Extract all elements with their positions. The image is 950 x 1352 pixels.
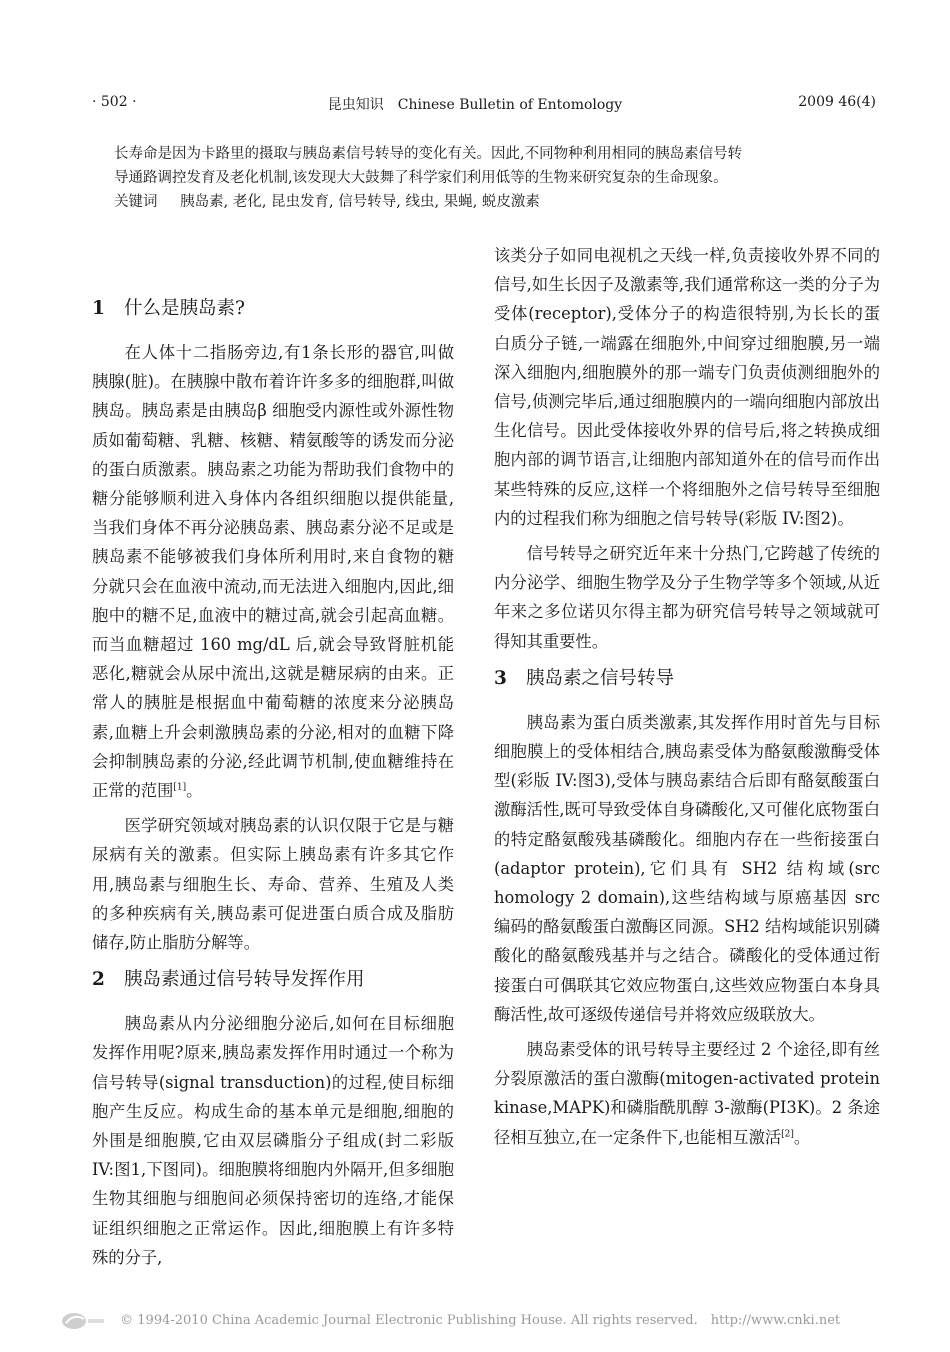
left-column xyxy=(92,286,454,1278)
keywords-line xyxy=(114,190,874,214)
section-title: 胰岛素之信号转导 xyxy=(526,667,675,689)
section-number: 2 xyxy=(92,969,105,991)
section-number: 3 xyxy=(494,667,507,689)
citation: [2] xyxy=(781,1129,794,1140)
copyright-text: © 1994-2010 China Academic Journal Electronic Publishing House. All rights reserved. http://www.cnki.net xyxy=(120,1313,841,1328)
keywords: 胰岛素, 老化, 昆虫发育, 信号转导, 线虫, 果蝇, 蜕皮激素 xyxy=(180,194,540,210)
abstract-line-2: 导通路调控发育及老化机制,该发现大大鼓舞了科学家们利用低等的生物来研究复杂的生命现象。 xyxy=(114,170,728,186)
right-column xyxy=(494,241,880,1158)
section-title: 胰岛素通过信号转导发挥作用 xyxy=(124,969,365,991)
keywords-label: 关键词 xyxy=(114,194,158,210)
section-1-heading xyxy=(92,294,454,324)
paragraph-continued: 该类分子如同电视机之天线一样,负责接收外界不同的信号,如生长因子及激素等,我们通常称这一类的分子为受体(receptor),受体分子的构造很特别,为长长的蛋白质分子链,一端露在细胞外,中间穿过细胞膜,另一端深入细胞内,细胞膜外的那一端专门负责侦测细胞外的信号,侦测完毕后,通过细胞膜内的一端向细胞内部放出生化信号。因此受体接收外界的信号后,将之转换成细胞内部的调节语言,让细胞内部知道外在的信号而作出某些特殊的反应,这样一个将细胞外之信号转导至细胞内的过程我们称为细胞之信号转导(彩版 IV:图2)。 xyxy=(494,246,880,528)
section-number: 1 xyxy=(92,298,105,319)
paragraph: 胰岛素为蛋白质类激素,其发挥作用时首先与目标细胞膜上的受体相结合,胰岛素受体为酪氨酸激酶受体型(彩版 IV:图3),受体与胰岛素结合后即有酪氨酸蛋白激酶活性,既可导致受体自身磷酸化,又可催化底物蛋白的特定酪氨酸残基磷酸化。细胞内存在一些衔接蛋白(adaptor protein),它们具有 SH2 结构域(src homology 2 domain),这些结构域与原癌基因 src 编码的酪氨酸蛋白激酶区同源。SH2 结构域能识别磷酸化的酪氨酸残基并与之结合。磷酸化的受体通过衔接蛋白可偶联其它效应物蛋白,这些效应物蛋白本身具酶活性,故可逐级传递信号并将效应级联放大。 xyxy=(494,712,880,1024)
copyright-footer xyxy=(60,1309,860,1331)
running-head: 昆虫知识 Chinese Bulletin of Entomology xyxy=(327,97,623,113)
cnki-logo-icon xyxy=(60,1311,106,1331)
paragraph: 信号转导之研究近年来十分热门,它跨越了传统的内分泌学、细胞生物学及分子生物学等多个领域,从近年来之多位诺贝尔得主都为研究信号转导之领域就可得知其重要性。 xyxy=(494,544,880,651)
section-title: 什么是胰岛素? xyxy=(124,298,245,319)
issue-info: 2009 46(4) xyxy=(798,94,876,110)
paragraph: 医学研究领域对胰岛素的认识仅限于它是与糖尿病有关的激素。但实际上胰岛素有许多其它作用,胰岛素与细胞生长、寿命、营养、生殖及人类的多种疾病有关,胰岛素可促进蛋白质合成及脂肪储存,防止脂肪分解等。 xyxy=(92,816,454,953)
abstract-line-1: 长寿命是因为卡路里的摄取与胰岛素信号转导的变化有关。因此,不同物种利用相同的胰岛素信号转 xyxy=(114,146,743,162)
paragraph: 在人体十二指肠旁边,有1条长形的器官,叫做胰腺(脏)。在胰腺中散布着许许多多的细胞群,叫做胰岛。胰岛素是由胰岛β 细胞受内源性或外源性物质如葡萄糖、乳糖、核糖、精氨酸等的诱发而分泌的蛋白质激素。胰岛素之功能为帮助我们食物中的糖分能够顺利进入身体内各组织细胞以提供能量,当我们身体不再分泌胰岛素、胰岛素分泌不足或是胰岛素不能够被我们身体所利用时,来自食物的糖分就只会在血液中流动,而无法进入细胞内,因此,细胞中的糖不足,血液中的糖过高,就会引起高血糖。而当血糖超过 160 mg/dL 后,就会导致肾脏机能恶化,糖就会从尿中流出,这就是糖尿病的由来。正常人的胰脏是根据血中葡萄糖的浓度来分泌胰岛素,血糖上升会刺激胰岛素的分泌,相对的血糖下降会抑制胰岛素的分泌,经此调节机制,使血糖维持在正常的范围[1]。 xyxy=(92,343,454,801)
section-2-heading xyxy=(92,965,454,995)
citation: [1] xyxy=(173,782,187,793)
page-number: · 502 · xyxy=(92,94,137,110)
paragraph: 胰岛素从内分泌细胞分泌后,如何在目标细胞发挥作用呢?原来,胰岛素发挥作用时通过一个称为信号转导(signal transduction)的过程,使目标细胞产生反应。构成生命的基本单元是细胞,细胞的外围是细胞膜,它由双层磷脂分子组成(封二彩版 IV:图1,下图同)。细胞膜将细胞内外隔开,但多细胞生物其细胞与细胞间必须保持密切的连络,才能保证组织细胞之正常运作。因此,细胞膜上有许多特殊的分子, xyxy=(92,1014,454,1267)
paragraph: 胰岛素受体的讯号转导主要经过 2 个途径,即有丝分裂原激活的蛋白激酶(mitogen-activated protein kinase,MAPK)和磷脂酰肌醇 3-激酶(PI3K)。2 条途径相互独立,在一定条件下,也能相互激活[2]。 xyxy=(494,1040,880,1147)
section-3-heading xyxy=(494,664,880,694)
